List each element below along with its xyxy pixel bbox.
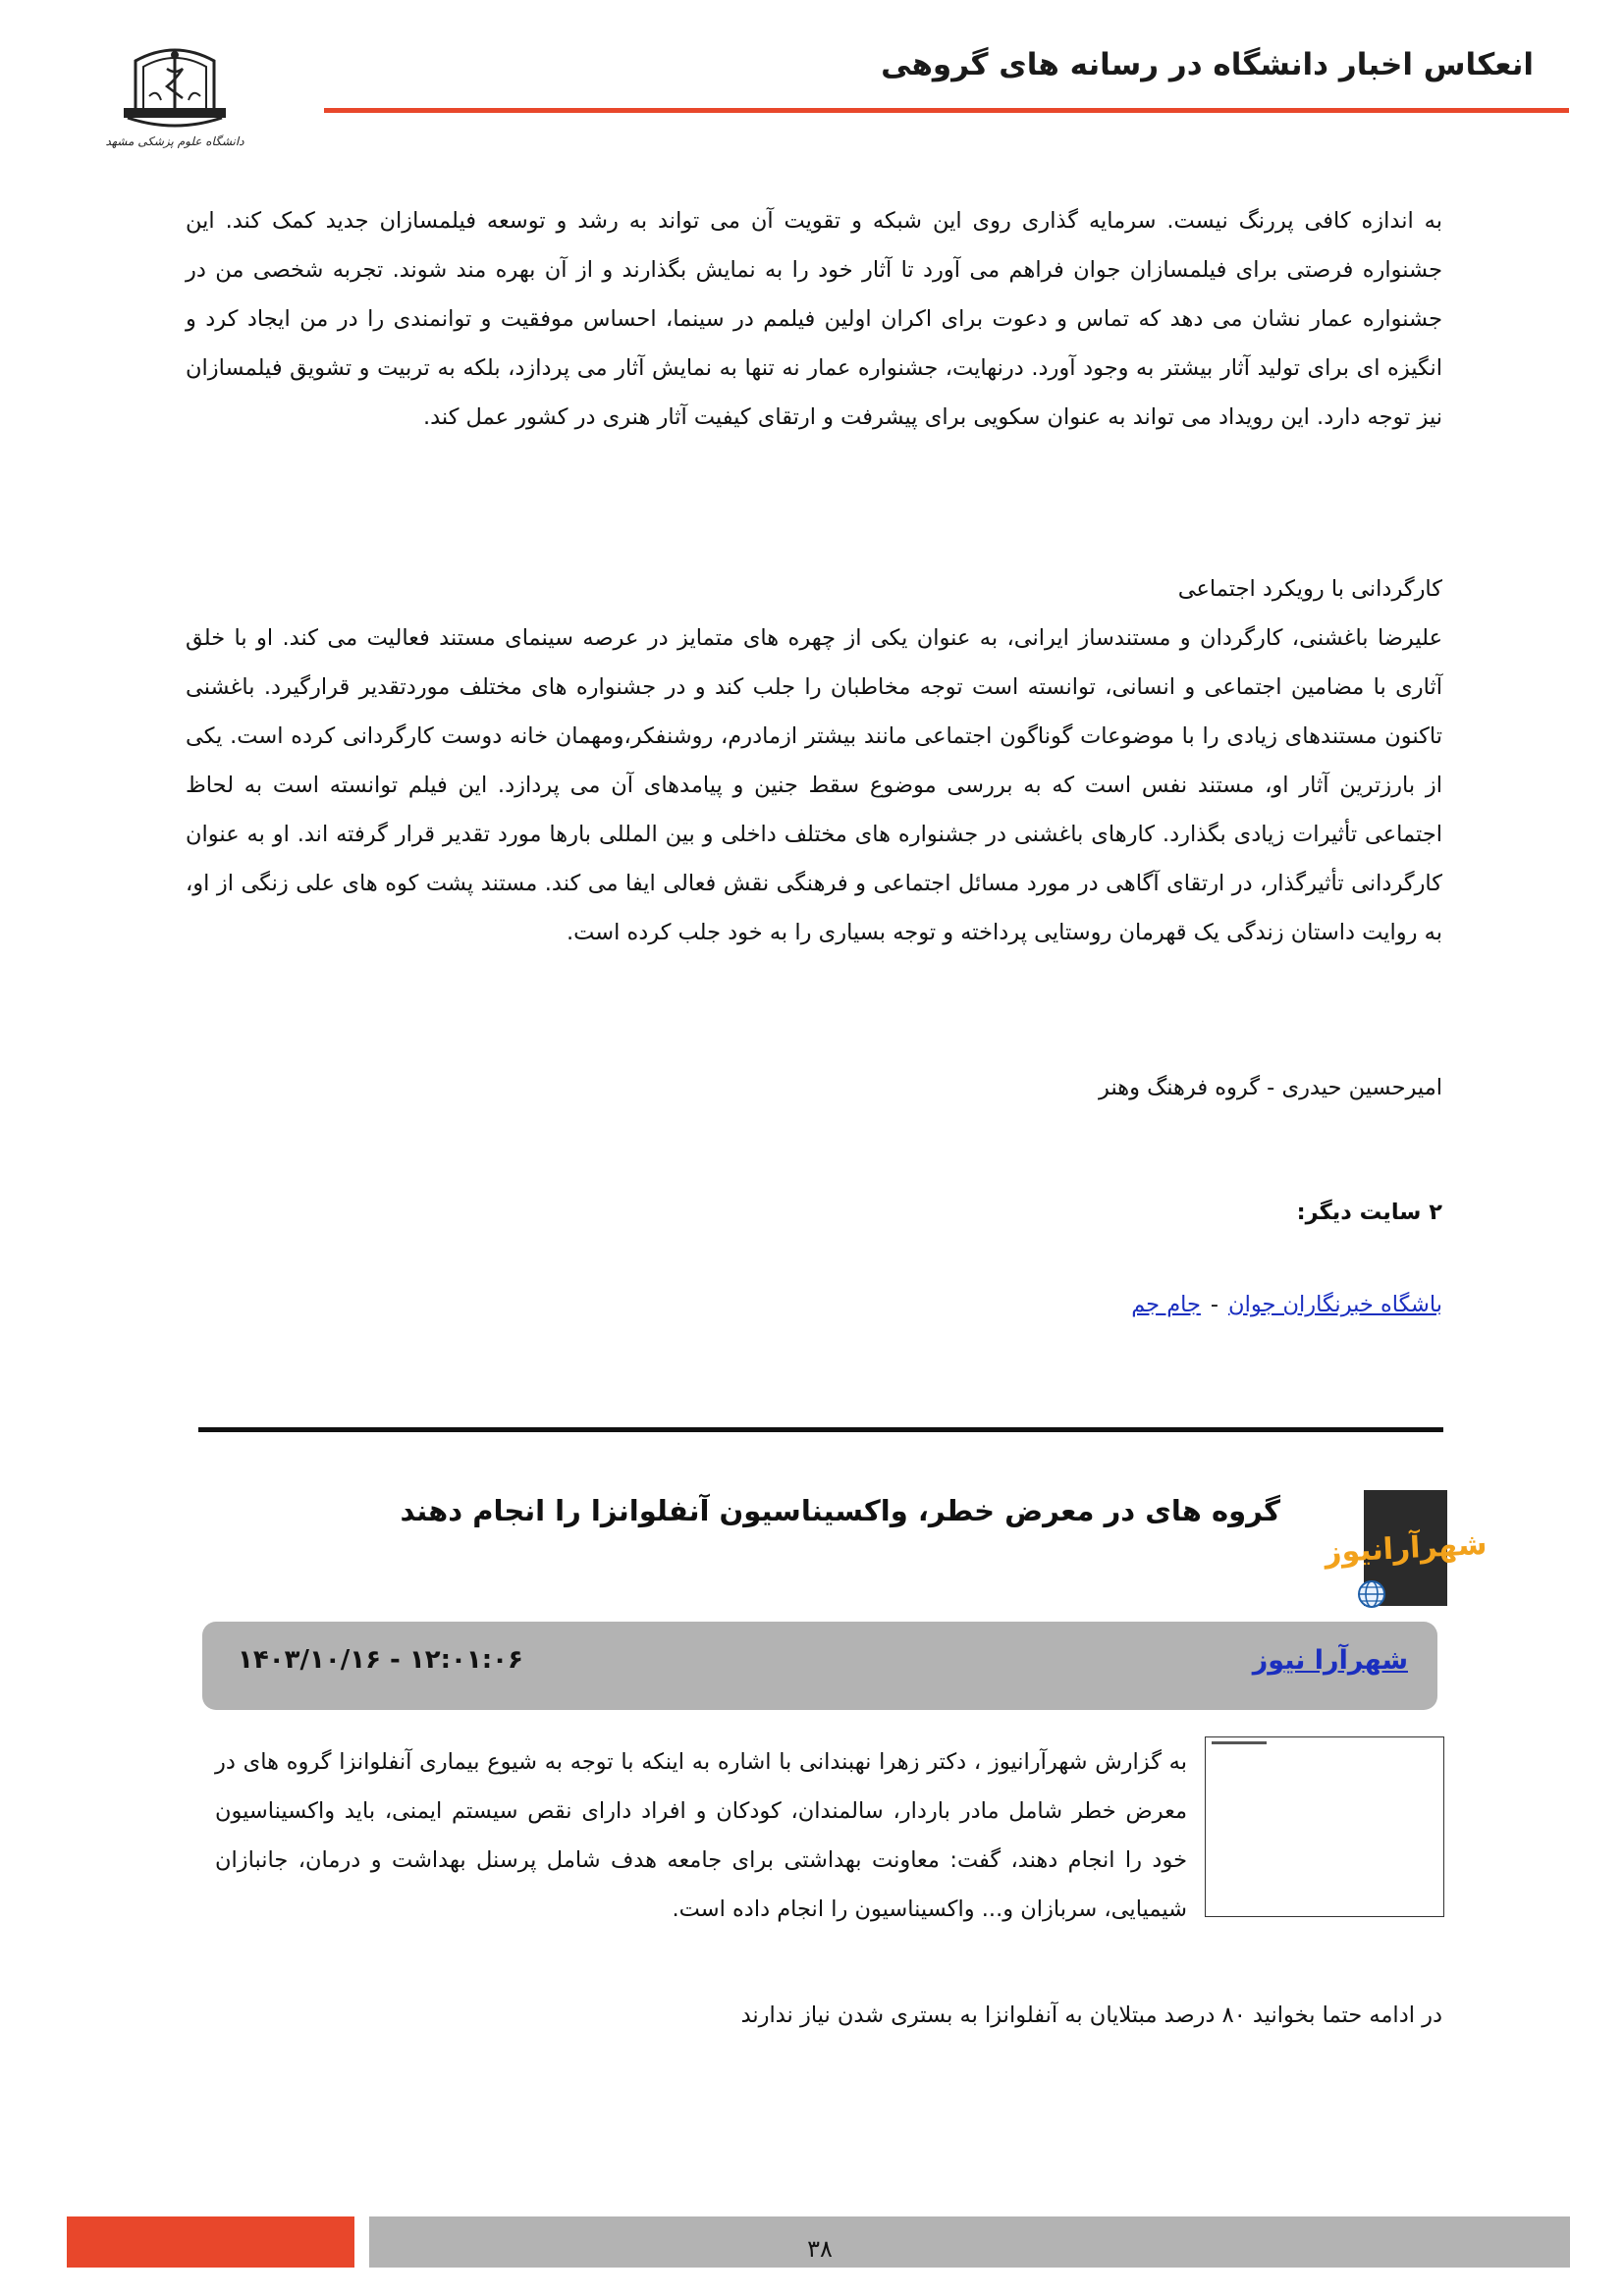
site-link-separator: -: [1210, 1292, 1219, 1317]
section-title: کارگردانی با رویکرد اجتماعی: [1177, 576, 1442, 602]
news-body: به گزارش شهرآرانیوز ، دکتر زهرا نهبندانی با اشاره به اینکه با توجه به شیوع بیماری آنفلوانزا گروه های در معرض خطر شامل مادر باردار، سالمندان، کودکان و افراد دارای نقص سیستم ایمنی، باید واکسیناسیون خود را انجام دهند، گفت: معاونت بهداشتی برای جامعه هدف شامل پرسنل بهداشت و درمان، جانبازان شیمیایی، سربازان و... واکسیناسیون را انجام داده است.: [215, 1749, 1187, 1922]
svg-text:دانشگاه علوم پزشکی مشهد: دانشگاه علوم پزشکی مشهد: [105, 134, 244, 148]
site-link-yjc[interactable]: باشگاه خبرنگاران جوان: [1228, 1292, 1442, 1317]
site-link-jamejam[interactable]: جام جم: [1131, 1292, 1201, 1317]
article-paragraph-2: علیرضا باغشنی، کارگردان و مستندساز ایرانی، به عنوان یکی از چهره های متمایز در عرصه سینمای مستند فعالیت می کند. او با خلق آثاری با مضامین اجتماعی و انسانی، توانسته است توجه مخاطبان را جلب کند و در جشنواره های مختلف موردتقدیر قرارگیرد. باغشنی تاکنون مستندهای زیادی را با موضوعات گوناگون اجتماعی مانند بیشتر ازمادرم، روشنفکر،ومهمان خانه دوست کارگردانی کرده است. یکی از بارزترین آثار او، مستند نفس است که به بررسی موضوع سقط جنین و پیامدهای آن می پردازد. این فیلم توانسته است به لحاظ اجتماعی تأثیرات زیادی بگذارد. کارهای باغشنی در جشنواره های مختلف داخلی و بین المللی بارها مورد تقدیر قرار گرفته اند. او به عنوان کارگردانی تأثیرگذار، در ارتقای آگاهی در مورد مسائل اجتماعی و فرهنگی نقش فعالی ایفا می کند. مستند پشت کوه های علی زنگی از او، به روایت داستان زندگی یک قهرمان روستایی پرداخته و توجه بسیاری را به خود جلب کرده است.: [186, 625, 1442, 945]
article-divider: [198, 1427, 1443, 1432]
shahraranews-logo: شهرآرانیوز: [1364, 1490, 1447, 1606]
news-headline: گروه های در معرض خطر، واکسیناسیون آنفلوانزا را انجام دهند: [400, 1494, 1280, 1527]
other-sites-links: [1131, 1292, 1442, 1317]
page-header-title: انعکاس اخبار دانشگاه در رسانه های گروهی: [881, 47, 1534, 82]
footer-gray-bar: [369, 2216, 1570, 2268]
footer-accent-bar: [67, 2216, 354, 2268]
thumbnail-placeholder-mark: [1212, 1741, 1267, 1744]
read-more-text: در ادامه حتما بخوانید ۸۰ درصد مبتلایان به آنفلوانزا به بستری شدن نیاز ندارند: [740, 2002, 1442, 2028]
header-divider: [324, 108, 1569, 113]
university-logo-icon: [106, 39, 244, 157]
other-sites-label: ۲ سایت دیگر:: [1296, 1200, 1442, 1225]
article-author: امیرحسین حیدری - گروه فرهنگ وهنر: [1099, 1075, 1442, 1100]
news-source-link[interactable]: شهرآرا نیوز: [1252, 1645, 1408, 1676]
globe-icon[interactable]: [1356, 1578, 1387, 1610]
article-paragraph-1: به اندازه کافی پررنگ نیست. سرمایه گذاری روی این شبکه و تقویت آن می تواند به رشد و توسعه فیلمسازان جدید کمک کند. این جشنواره فرصتی برای فیلمسازان جوان فراهم می آورد تا آثار خود را به نمایش بگذارند و از آن بهره مند شوند. تجربه شخصی من در جشنواره عمار نشان می دهد که تماس و دعوت برای اکران اولین فیلمم در سینما، احساس موفقیت و توانمندی را در من ایجاد کرد و انگیزه ای برای تولید آثار بیشتر به وجود آورد. درنهایت، جشنواره عمار نه تنها به نمایش آثار می پردازد، بلکه به تربیت و تشویق فیلمسازان نیز توجه دارد. این رویداد می تواند به عنوان سکویی برای پیشرفت و ارتقای کیفیت آثار هنری در کشور عمل کند.: [186, 208, 1442, 430]
news-source-bar: [202, 1622, 1437, 1710]
news-thumbnail: [1205, 1736, 1444, 1917]
university-logo: [106, 39, 244, 157]
news-source-logo: [1323, 1490, 1489, 1606]
page-number: ۳۸: [807, 2235, 833, 2263]
news-date: ۱۴۰۳/۱۰/۱۶ - ۱۲:۰۱:۰۶: [238, 1645, 523, 1675]
